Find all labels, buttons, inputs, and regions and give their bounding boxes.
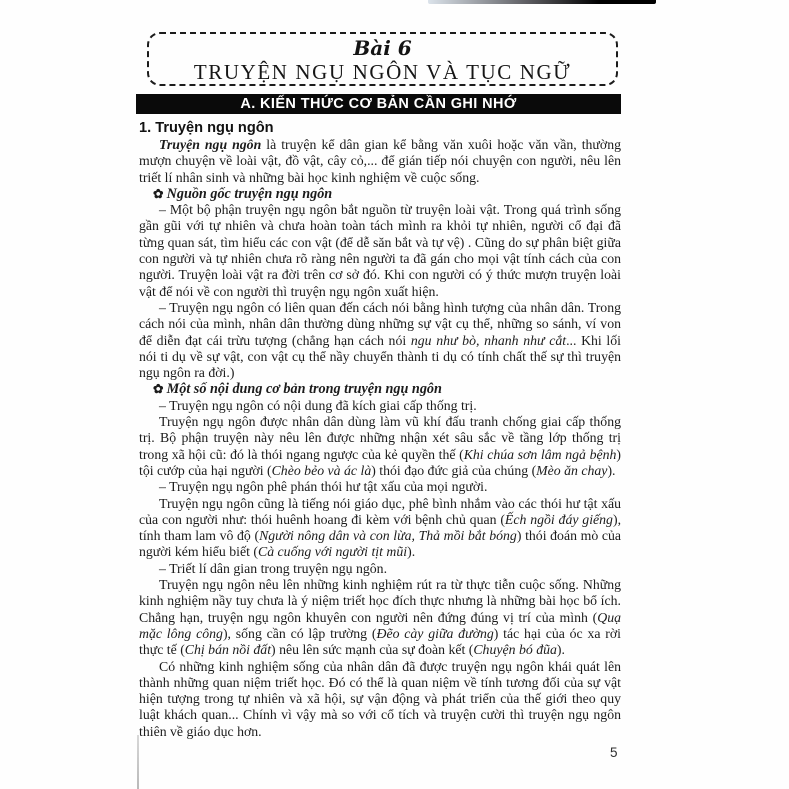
scan-artifact-line — [428, 0, 656, 4]
flower-icon: ✿ — [153, 382, 167, 397]
section-banner: A. KIẾN THỨC CƠ BẢN CẦN GHI NHỚ — [136, 94, 621, 114]
page-edge-shadow — [137, 735, 139, 789]
body-paragraph: – Triết lí dân gian trong truyện ngụ ngôn. — [159, 560, 388, 576]
body-paragraph: Có những kinh nghiệm sống của nhân dân đã được truyện ngụ ngôn khái quát lên thành những quan niệm triết học. Đó có thể là quan niệm về tính tương đối của sự vật hiện tượng trong tự nhiên và xã hội, sự vận động và phát triển của thế giới theo quy luật khách quan... Chính vì vậy mà so với cổ tích và truyện cười thì truyện ngụ ngôn thiên về giáo dục hơn. — [139, 658, 621, 739]
lesson-header-box — [147, 32, 618, 86]
body-paragraph: – Truyện ngụ ngôn có liên quan đến cách nói bằng hình tượng của nhân dân. Trong cách nói của mình, nhân dân thường dùng những sự vật cụ thể, những so sánh, ví von để diễn đạt cái trừu tượng (chẳng hạn cách nói ngu như bò, nhanh như cắt... Khi lối nói ti dụ về sự vật, con vật cụ thể nầy chuyển thành ti dụ có tính chất thế sự thì truyện ngụ ngôn ra đời.) — [139, 299, 621, 381]
body-paragraph: Truyện ngụ ngôn cũng là tiếng nói giáo dục, phê bình nhắm vào các thói hư tật xấu của con người như: thói huênh hoang đi kèm với bệnh chủ quan (Ếch ngồi đáy giếng), tính tham lam vô độ (Người nông dân và con lừa, Thả mồi bắt bóng) thói đoán mò của người kém hiểu biết (Cà cuống với người tịt mũi). — [139, 495, 622, 560]
body-paragraph: Truyện ngụ ngôn là truyện kể dân gian kể bằng văn xuôi hoặc văn vần, thường mượn chuyện về loài vật, đồ vật, cây cỏ,... để gián tiếp nói chuyện con người, nêu lên triết lí nhân sinh và những bài học kinh nghiệm về cuộc sống. — [139, 137, 622, 185]
lesson-number: Bài 6 — [353, 36, 412, 60]
body-paragraph: Truyện ngụ ngôn được nhân dân dùng làm vũ khí đấu tranh chống giai cấp thống trị. Bộ phận truyện này nêu lên được những nhận xét sâu sắc về tầng lớp thống trị trong xã hội cũ: đó là thói ngang ngược của kẻ quyền thế (Khi chúa sơn lâm ngả bệnh) tội cướp của hại người (Chèo bẻo và ác là) thói đạo đức giả của chúng (Mèo ăn chay). — [139, 414, 622, 478]
body-paragraph: – Truyện ngụ ngôn phê phán thói hư tật xấu của mọi người. — [159, 479, 488, 495]
body-paragraph: – Truyện ngụ ngôn có nội dung đã kích giai cấp thống trị. — [159, 397, 477, 413]
page-number: 5 — [610, 745, 618, 760]
section-heading: 1. Truyện ngụ ngôn — [139, 120, 274, 136]
body-paragraph: Truyện ngụ ngôn nêu lên những kinh nghiệm rút ra từ thực tiễn cuộc sống. Những kinh nghiệm nầy tuy chưa là ý niệm triết học đích thực nhưng là những bài học bổ ích. Chẳng hạn, truyện ngụ ngôn khuyên con người nên đứng đúng vị trí của mình (Quạ mặc lông công), sống cần có lập trường (Đẽo cày giữa đường) tác hại của óc xa rời thực tế (Chị bán nồi đất) nêu lên sức mạnh của sự đoàn kết (Chuyện bó đũa). — [139, 577, 622, 658]
page-content — [139, 120, 621, 740]
subsection-heading: ✿ Một số nội dung cơ bản trong truyện ngụ ngôn — [153, 381, 442, 398]
body-paragraph: – Một bộ phận truyện ngụ ngôn bắt nguồn từ truyện loài vật. Trong quá trình sống gần gũi với tự nhiên và chưa hoàn toàn tách mình ra khỏi tự nhiên, người cổ đại đã từng quan sát, tìm hiểu các con vật (để dễ săn bắt và tự vệ) . Cũng do sự phân biệt giữa con người và tự nhiên chưa rõ ràng nên người ta đã gán cho mọi vật tính cách của con người. Truyện loài vật ra đời trên cơ sở đó. Khi con người có ý thức mượn truyện loài vật để nói về con người thì truyện ngụ ngôn xuất hiện. — [139, 202, 621, 299]
subsection-heading: ✿ Nguồn gốc truyện ngụ ngôn — [153, 185, 333, 202]
flower-icon: ✿ — [153, 186, 167, 201]
lesson-title: TRUYỆN NGỤ NGÔN VÀ TỤC NGỮ — [193, 60, 572, 84]
